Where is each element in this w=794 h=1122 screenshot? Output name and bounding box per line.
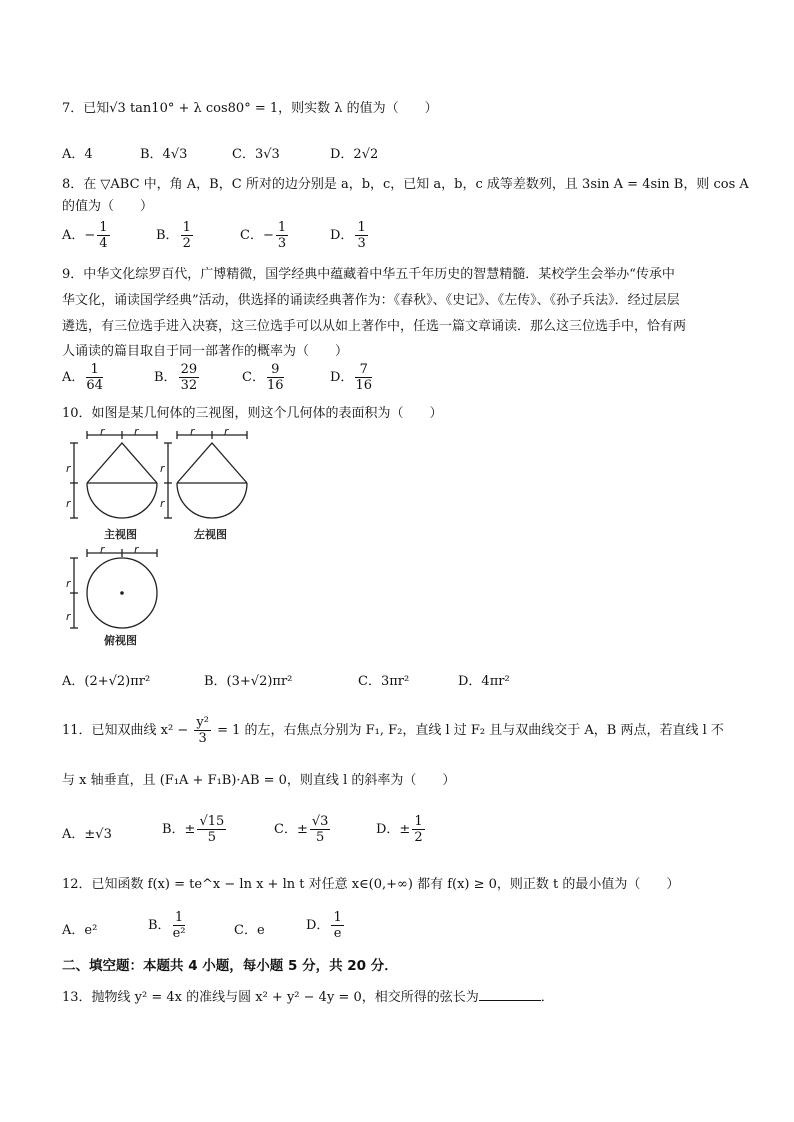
q11-choices: [62, 814, 562, 854]
q7-option-d: D．2√2: [330, 147, 379, 162]
three-view-figure: [62, 425, 262, 650]
dim-label-r: r: [134, 425, 139, 438]
q10-stem: 10．如图是某几何体的三视图，则这个几何体的表面积为（ ）: [62, 406, 443, 421]
q9-option-c: C． $\frac{9}{16}$: [242, 362, 284, 393]
q7-option-a: A．4: [62, 147, 93, 162]
q8-option-d: D． $\frac{1}{3}$: [330, 220, 366, 251]
q12-option-a: A．e²: [62, 923, 98, 938]
q11-stem-line2: 与 x 轴垂直，且 (F₁A + F₁B)·AB = 0，则直线 l 的斜率为（ ）: [62, 773, 456, 788]
q11-stem-line1: 11．已知双曲线 x² − $\frac{\text{y²}}{3}$ = 1 的左，右焦点分别为 F₁, F₂，直线 l 过 F₂ 且与双曲线交于 A，B 两点，若直线 l 不: [62, 715, 724, 746]
top-view-drawing: [70, 549, 157, 628]
q8-option-a: A．− $\frac{1}{4}$: [62, 220, 108, 251]
dim-label-r: r: [66, 577, 71, 590]
q10-option-d: D．4πr²: [458, 674, 510, 689]
q10-option-c: C．3πr²: [358, 674, 410, 689]
q12-option-d: D． $\frac{1}{e}$: [306, 910, 342, 941]
dim-label-r: r: [66, 610, 71, 623]
answer-blank[interactable]: [479, 988, 541, 1001]
q9-option-d: D． $\frac{7}{16}$: [330, 362, 372, 393]
q12-stem: 12．已知函数 f(x) = te^x − ln x + ln t 对任意 x∈(0,+∞) 都有 f(x) ≥ 0，则正数 t 的最小值为（ ）: [62, 877, 680, 892]
q9-choices: [62, 362, 462, 402]
q11-option-b: B．± $\frac{√15}{5}$: [162, 814, 225, 845]
q10-option-a: A．(2+√2)πr²: [62, 674, 151, 689]
q9-stem-line1: 9．中华文化综罗百代，广博精微，国学经典中蕴藏着中华五千年历史的智慧精髓．某校学生会举办“传承中: [62, 267, 675, 282]
center-dot: [120, 591, 124, 595]
section-2-heading: 二、填空题：本题共 4 小题，每小题 5 分，共 20 分．: [62, 958, 398, 974]
q8-option-c: C．− $\frac{1}{3}$: [240, 220, 287, 251]
dim-label-r: r: [134, 543, 139, 556]
dim-label-r: r: [100, 543, 105, 556]
q9-stem-line2: 华文化，诵读国学经典”活动，供选择的诵读经典著作为：《春秋》、《史记》、《左传》、《孙子兵法》．经过层层: [62, 293, 680, 308]
side-view-drawing: [164, 431, 247, 518]
dim-label-r: r: [66, 497, 71, 510]
dim-label-r: r: [100, 425, 105, 438]
side-view-caption: 左视图: [194, 528, 227, 541]
dim-label-r: r: [224, 425, 229, 438]
q7-stem: 7．已知√3 tan10° + λ cos80° = 1，则实数 λ 的值为（ ）: [62, 101, 438, 116]
dim-label-r: r: [190, 425, 195, 438]
q11-option-c: C．± $\frac{√3}{5}$: [274, 814, 329, 845]
q8-choices: [62, 220, 462, 260]
q9-stem-line3: 遴选，有三位选手进入决赛，这三位选手可以从如上著作中，任选一篇文章诵读．那么这三位选手中，恰有两: [62, 319, 687, 334]
front-view-caption: 主视图: [104, 528, 137, 541]
q9-option-b: B． $\frac{29}{32}$: [154, 362, 198, 393]
q8-option-b: B． $\frac{1}{2}$: [156, 220, 191, 251]
q8-stem-line2: 的值为（ ）: [62, 199, 154, 214]
q12-option-b: B． $\frac{1}{\text{e²}}$: [148, 910, 186, 941]
front-view-drawing: [70, 431, 157, 518]
top-view-caption: 俯视图: [104, 634, 137, 647]
q7-option-c: C．3√3: [232, 147, 280, 162]
dim-label-r: r: [66, 462, 71, 475]
q13-stem: 13．抛物线 y² = 4x 的准线与圆 x² + y² − 4y = 0，相交所得的弦长为 ．: [62, 990, 554, 1005]
dim-label-r: r: [160, 462, 165, 475]
q12-option-c: C．e: [234, 923, 265, 938]
q12-choices: [62, 910, 462, 950]
q9-stem-line4: 人诵读的篇目取自于同一部著作的概率为（ ）: [62, 344, 349, 359]
q9-option-a: A． $\frac{1}{64}$: [62, 362, 103, 393]
dim-label-r: r: [160, 497, 165, 510]
q7-option-b: B．4√3: [140, 147, 188, 162]
q8-stem-line1: 8．在 ▽ABC 中，角 A，B，C 所对的边分别是 a，b，c，已知 a，b，c 成等差数列，且 3sin A = 4sin B，则 cos A: [62, 177, 749, 192]
q11-option-a: A．±√3: [62, 827, 112, 842]
q10-option-b: B．(3+√2)πr²: [204, 674, 293, 689]
q11-option-d: D．± $\frac{1}{2}$: [376, 814, 423, 845]
